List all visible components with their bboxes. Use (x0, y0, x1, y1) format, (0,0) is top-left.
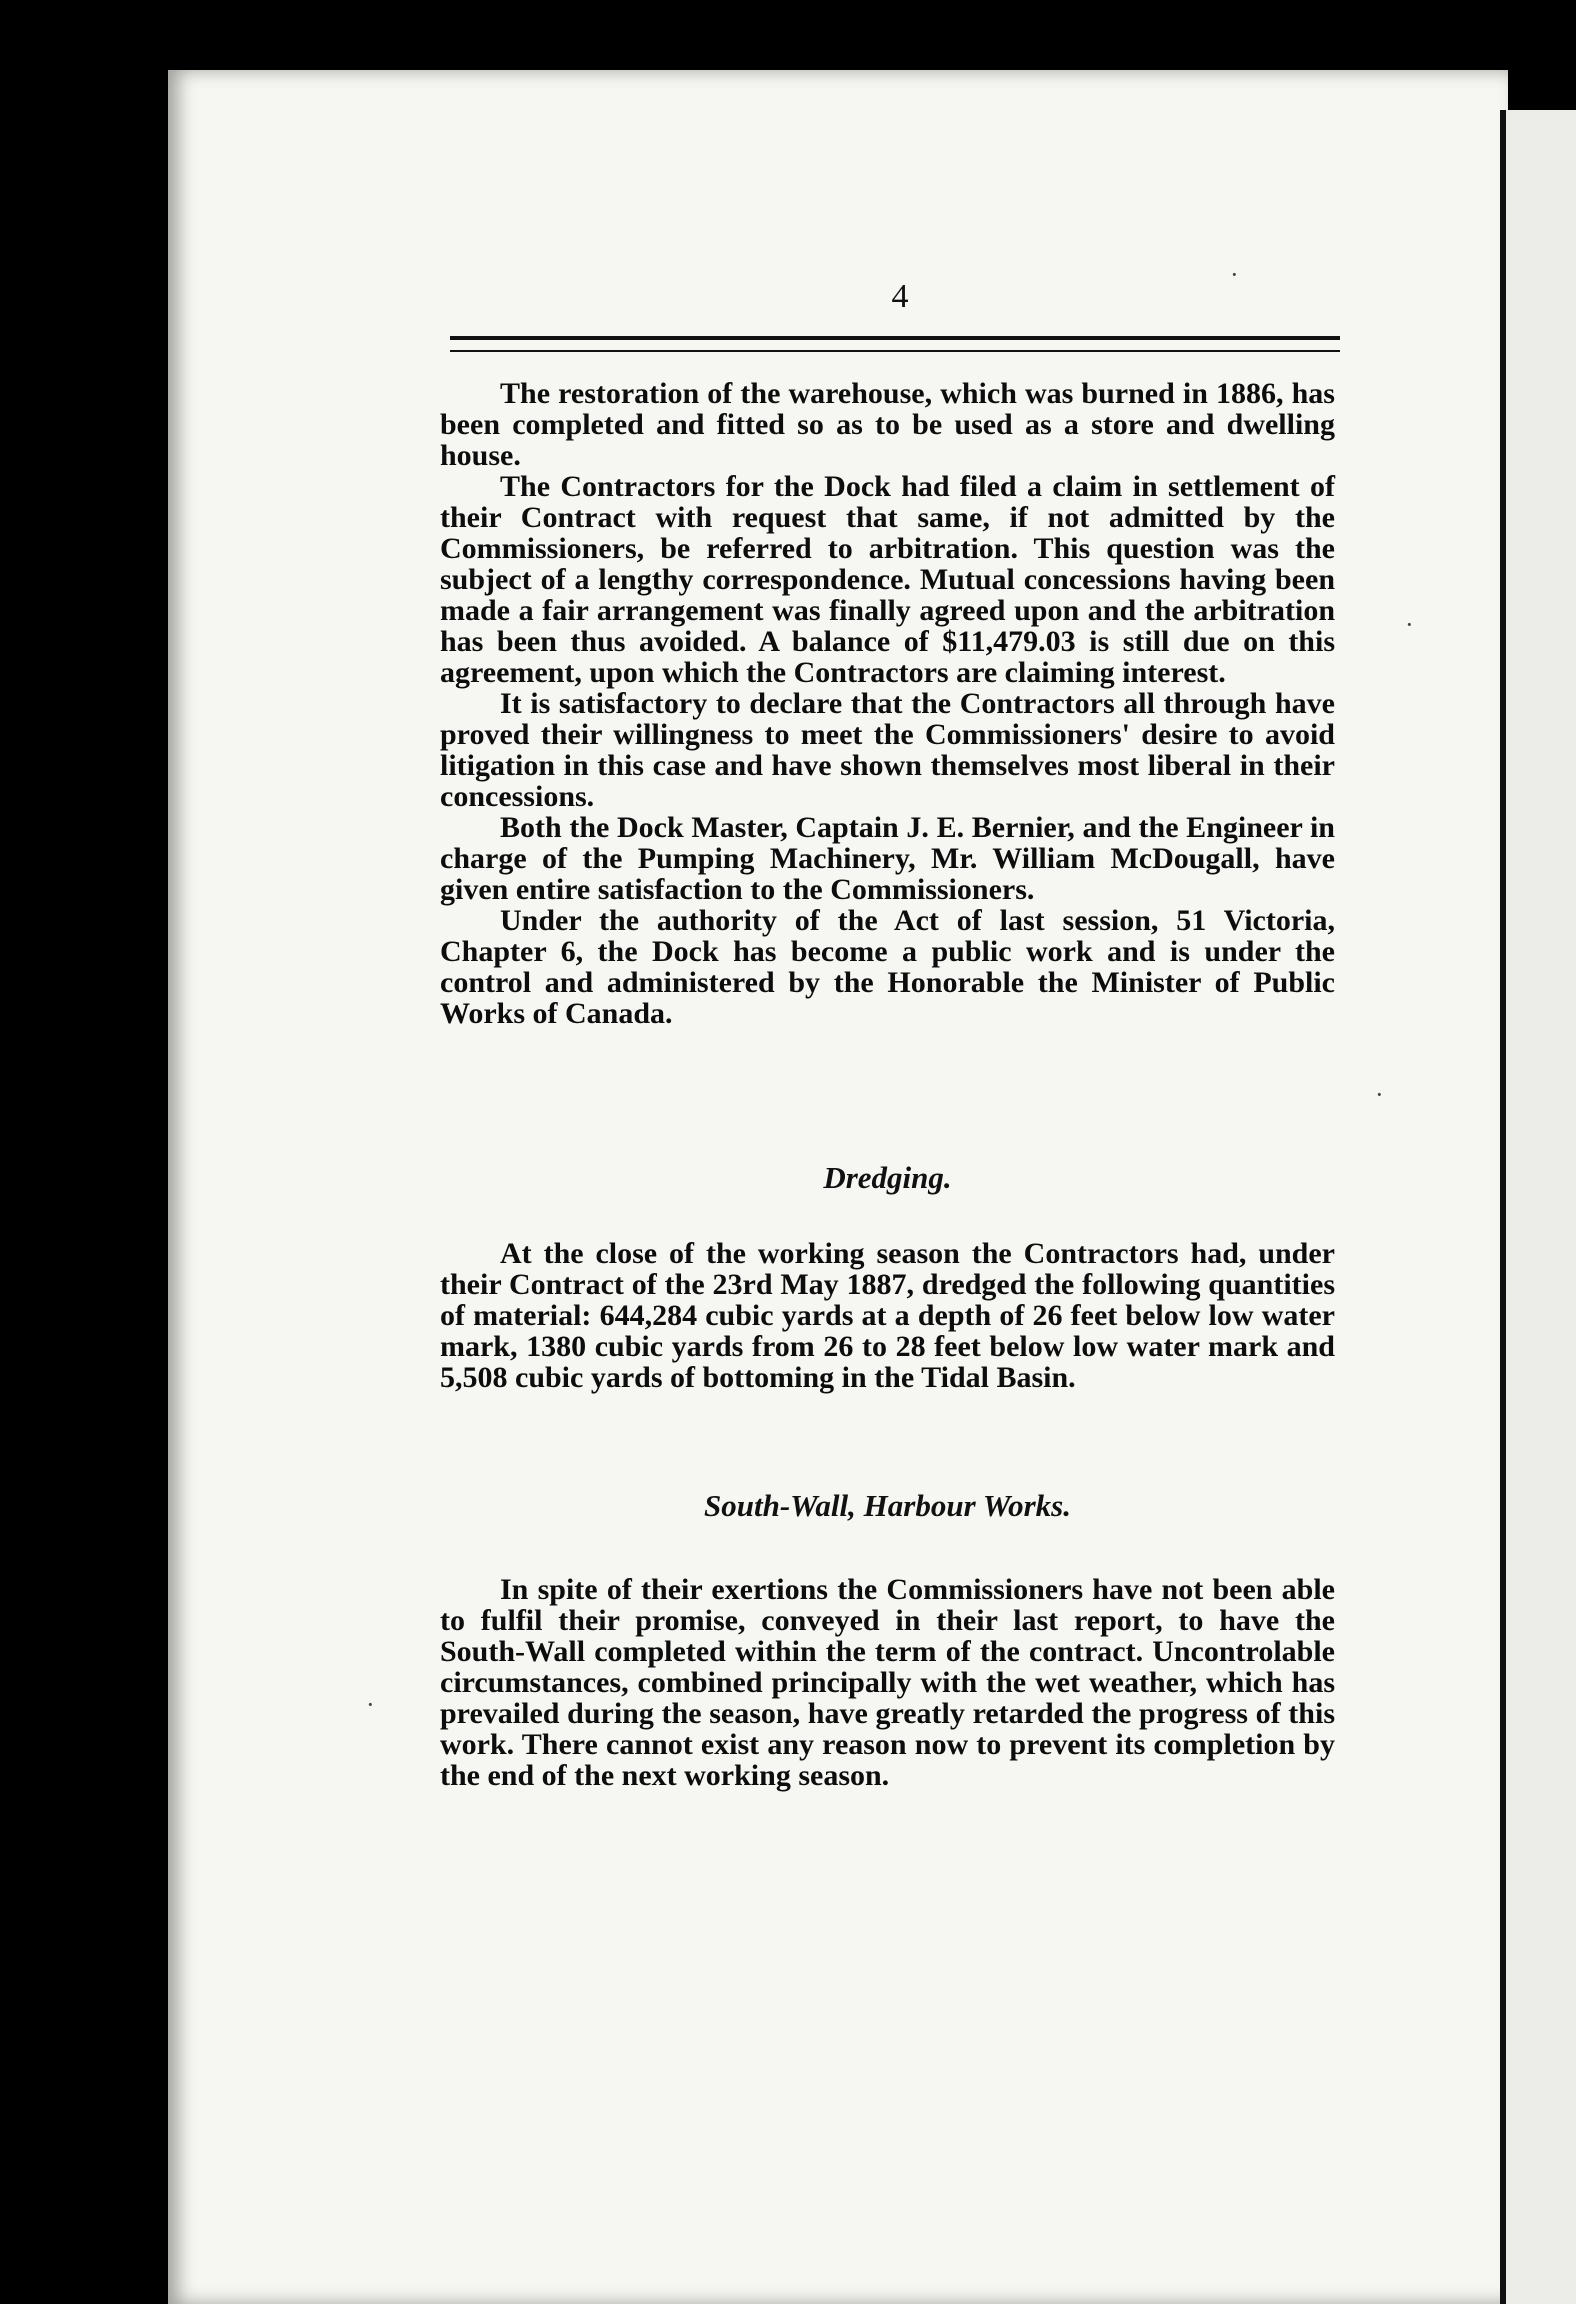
header-rule-thick (450, 336, 1340, 340)
paragraph-dock-master: Both the Dock Master, Captain J. E. Bernier, and the Engineer in charge of the Pumping Machinery, Mr. William McDougall, have given entire satisfaction to the Commissioners. (440, 811, 1335, 906)
adjacent-page-edge (1500, 110, 1576, 2304)
heading-south-wall: South-Wall, Harbour Works. (704, 1488, 1071, 1523)
scan-speck: · (1375, 1080, 1384, 1109)
south-wall-section (440, 1574, 1335, 1791)
scan-speck: · (1405, 610, 1414, 639)
heading-dredging: Dredging. (823, 1160, 952, 1195)
paragraph-contractors-claim: The Contractors for the Dock had filed a claim in settlement of their Contract with request that same, if not admitted by the Commissioners, be referred to arbitration. This question was the subject of a lengthy correspondence. Mutual concessions having been made a fair arrangement was finally agreed upon and the arbitration has been thus avoided. A balance of $11,479.03 is still due on this agreement, upon which the Contractors are claiming interest. (440, 470, 1335, 689)
page-number: 4 (891, 278, 909, 315)
paragraph-dredging: At the close of the working season the Contractors had, under their Contract of the 23rd May 1887, dredged the following quantities of material: 644,284 cubic yards at a depth of 26 feet below low water mark, 1380 cubic yards from 26 to 28 feet below low water mark and 5,508 cubic yards of bottoming in the Tidal Basin. (440, 1237, 1335, 1394)
dock-section (440, 378, 1335, 1029)
paragraph-contractors-willingness: It is satisfactory to declare that the Contractors all through have proved their willingness to meet the Commissioners' desire to avoid litigation in this case and have shown themselves most liberal in their concessions. (440, 687, 1335, 813)
dredging-section (440, 1238, 1335, 1393)
header-rule-thin (450, 350, 1340, 352)
paragraph-public-work: Under the authority of the Act of last session, 51 Victoria, Chapter 6, the Dock has become a public work and is under the control and administered by the Honorable the Minister of Public Works of Canada. (440, 904, 1335, 1030)
paragraph-south-wall: In spite of their exertions the Commissioners have not been able to fulfil their promise, conveyed in their last report, to have the South-Wall completed within the term of the contract. Uncontrolable circumstances, combined principally with the wet weather, which has prevailed during the season, have greatly retarded the progress of this work. There cannot exist any reason now to prevent its completion by the end of the next working season. (440, 1573, 1335, 1792)
scan-speck: · (366, 1690, 375, 1719)
scan-speck: · (1230, 260, 1239, 289)
paragraph-warehouse: The restoration of the warehouse, which was burned in 1886, has been completed and fitted so as to be used as a store and dwelling house. (440, 377, 1335, 472)
